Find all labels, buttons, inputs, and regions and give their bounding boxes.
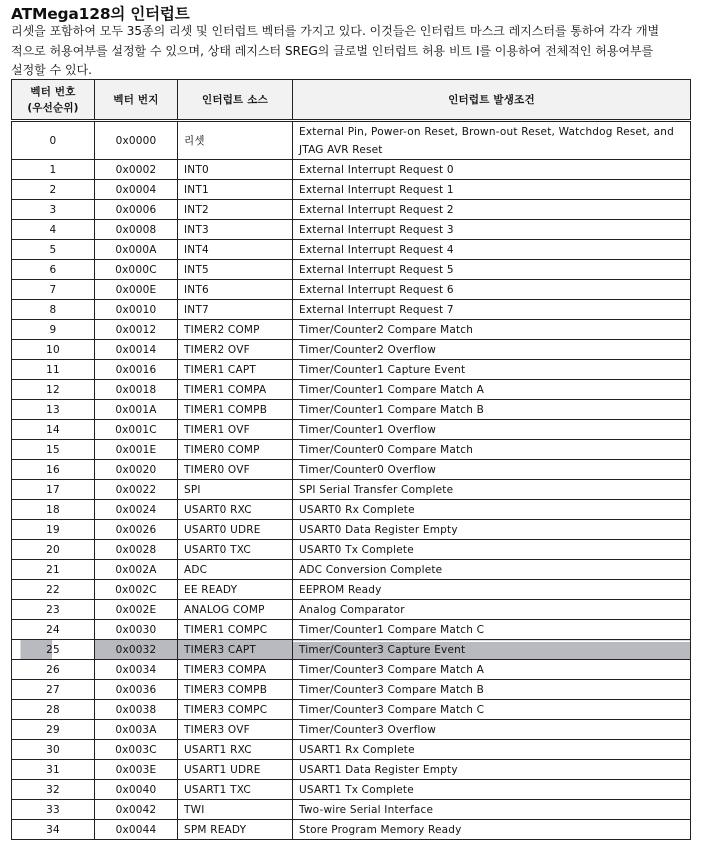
interrupt-source-cell: INT5 (178, 260, 293, 280)
header-vector-number-line1: 벡터 번호 (30, 85, 76, 98)
header-vector-number-line2: (우선순위) (27, 101, 79, 114)
vector-number-cell: 34 (12, 820, 95, 840)
vector-address-cell: 0x0034 (95, 660, 178, 680)
table-row (12, 760, 691, 780)
vector-number-cell: 6 (12, 260, 95, 280)
vector-number-cell: 3 (12, 200, 95, 220)
vector-number-cell: 7 (12, 280, 95, 300)
vector-address-cell: 0x001E (95, 440, 178, 460)
table-row (12, 500, 691, 520)
interrupt-source-cell: SPI (178, 480, 293, 500)
vector-number-cell: 10 (12, 340, 95, 360)
table-row (12, 280, 691, 300)
vector-address-cell: 0x0002 (95, 160, 178, 180)
interrupt-condition-cell: ADC Conversion Complete (293, 560, 691, 580)
table-row (12, 460, 691, 480)
interrupt-source-cell: INT1 (178, 180, 293, 200)
vector-address-cell: 0x001A (95, 400, 178, 420)
interrupt-condition-cell: External Interrupt Request 2 (293, 200, 691, 220)
table-row (12, 600, 691, 620)
table-row (12, 300, 691, 320)
vector-number-cell: 26 (12, 660, 95, 680)
vector-address-cell: 0x0006 (95, 200, 178, 220)
interrupt-source-cell: TIMER3 COMPA (178, 660, 293, 680)
interrupt-source-cell: USART0 UDRE (178, 520, 293, 540)
vector-number-cell: 18 (12, 500, 95, 520)
vector-number-cell: 16 (12, 460, 95, 480)
interrupt-source-cell: USART1 TXC (178, 780, 293, 800)
vector-address-cell: 0x0012 (95, 320, 178, 340)
table-row (12, 180, 691, 200)
interrupt-source-cell: TWI (178, 800, 293, 820)
vector-number-cell: 4 (12, 220, 95, 240)
vector-number-cell: 33 (12, 800, 95, 820)
interrupt-condition-cell: Timer/Counter1 Compare Match C (293, 620, 691, 640)
vector-number-cell: 13 (12, 400, 95, 420)
interrupt-source-cell: ADC (178, 560, 293, 580)
vector-address-cell: 0x002C (95, 580, 178, 600)
table-row (12, 220, 691, 240)
interrupt-source-cell: EE READY (178, 580, 293, 600)
intro-line-1: 리셋을 포함하여 모두 35종의 리셋 및 인터럽트 벡터를 가지고 있다. 이것들은 인터럽트 마스크 레지스터를 통하여 각각 개별 (11, 24, 660, 38)
table-row (12, 560, 691, 580)
table-row (12, 580, 691, 600)
vector-address-cell: 0x0028 (95, 540, 178, 560)
vector-number-cell: 22 (12, 580, 95, 600)
interrupt-source-cell: 리셋 (178, 121, 293, 160)
vector-number-cell: 17 (12, 480, 95, 500)
interrupt-condition-cell: Timer/Counter1 Overflow (293, 420, 691, 440)
vector-number-cell: 8 (12, 300, 95, 320)
interrupt-source-cell: TIMER1 COMPC (178, 620, 293, 640)
vector-address-cell: 0x0016 (95, 360, 178, 380)
vector-address-cell: 0x000C (95, 260, 178, 280)
vector-address-cell: 0x003E (95, 760, 178, 780)
vector-address-cell: 0x003C (95, 740, 178, 760)
table-row (12, 260, 691, 280)
table-row (12, 480, 691, 500)
interrupt-source-cell: TIMER2 COMP (178, 320, 293, 340)
interrupt-condition-cell: Two-wire Serial Interface (293, 800, 691, 820)
interrupt-condition-cell: External Pin, Power-on Reset, Brown-out Reset, Watchdog Reset, and JTAG AVR Reset (293, 121, 691, 160)
interrupt-source-cell: USART0 TXC (178, 540, 293, 560)
interrupt-source-cell: TIMER3 COMPB (178, 680, 293, 700)
vector-address-cell: 0x0044 (95, 820, 178, 840)
interrupt-condition-cell: Store Program Memory Ready (293, 820, 691, 840)
vector-address-cell: 0x0018 (95, 380, 178, 400)
interrupt-condition-cell: USART0 Rx Complete (293, 500, 691, 520)
interrupt-source-cell: TIMER3 OVF (178, 720, 293, 740)
interrupt-source-cell: INT2 (178, 200, 293, 220)
interrupt-source-cell: INT6 (178, 280, 293, 300)
intro-line-3: 설정할 수 있다. (11, 63, 92, 77)
vector-number-cell: 20 (12, 540, 95, 560)
vector-number-cell: 24 (12, 620, 95, 640)
vector-number-cell: 0 (12, 121, 95, 160)
interrupt-condition-cell: Timer/Counter3 Compare Match A (293, 660, 691, 680)
interrupt-condition-cell: Timer/Counter3 Capture Event (293, 640, 691, 660)
table-row (12, 660, 691, 680)
intro-paragraph (11, 22, 711, 81)
table-row (12, 700, 691, 720)
interrupt-condition-cell: USART1 Tx Complete (293, 780, 691, 800)
table-body (12, 121, 691, 840)
interrupt-source-cell: INT0 (178, 160, 293, 180)
interrupt-condition-cell: USART1 Rx Complete (293, 740, 691, 760)
header-vector-address: 벡터 번지 (95, 80, 178, 121)
vector-number-cell: 30 (12, 740, 95, 760)
vector-address-cell: 0x003A (95, 720, 178, 740)
vector-number-cell: 25 (12, 640, 95, 660)
table-row (12, 800, 691, 820)
vector-number-cell: 23 (12, 600, 95, 620)
header-vector-number (12, 80, 95, 121)
table-row (12, 620, 691, 640)
table-row (12, 400, 691, 420)
vector-address-cell: 0x0042 (95, 800, 178, 820)
table-row (12, 720, 691, 740)
interrupt-source-cell: USART0 RXC (178, 500, 293, 520)
vector-address-cell: 0x000A (95, 240, 178, 260)
interrupt-source-cell: USART1 RXC (178, 740, 293, 760)
interrupt-condition-cell: External Interrupt Request 3 (293, 220, 691, 240)
interrupt-source-cell: USART1 UDRE (178, 760, 293, 780)
vector-address-cell: 0x0038 (95, 700, 178, 720)
vector-number-cell: 2 (12, 180, 95, 200)
interrupt-source-cell: INT7 (178, 300, 293, 320)
interrupt-condition-cell: Timer/Counter1 Compare Match A (293, 380, 691, 400)
vector-address-cell: 0x0036 (95, 680, 178, 700)
table-row (12, 520, 691, 540)
interrupt-condition-cell: USART0 Tx Complete (293, 540, 691, 560)
table-row (12, 380, 691, 400)
vector-address-cell: 0x001C (95, 420, 178, 440)
interrupt-source-cell: TIMER3 COMPC (178, 700, 293, 720)
vector-number-cell: 15 (12, 440, 95, 460)
table-row (12, 340, 691, 360)
table-row (12, 200, 691, 220)
vector-number-cell: 31 (12, 760, 95, 780)
vector-number-cell: 11 (12, 360, 95, 380)
vector-number-cell: 5 (12, 240, 95, 260)
table-row (12, 240, 691, 260)
interrupt-condition-cell: Timer/Counter1 Compare Match B (293, 400, 691, 420)
table-header-row (12, 80, 691, 121)
interrupt-condition-cell: EEPROM Ready (293, 580, 691, 600)
interrupt-source-cell: TIMER0 OVF (178, 460, 293, 480)
header-interrupt-condition: 인터럽트 발생조건 (293, 80, 691, 121)
table-row (12, 121, 691, 160)
interrupt-condition-cell: Analog Comparator (293, 600, 691, 620)
table-row (12, 320, 691, 340)
vector-address-cell: 0x0004 (95, 180, 178, 200)
interrupt-condition-cell: Timer/Counter3 Compare Match C (293, 700, 691, 720)
vector-address-cell: 0x0026 (95, 520, 178, 540)
table-row (12, 540, 691, 560)
table-row (12, 780, 691, 800)
interrupt-condition-cell: External Interrupt Request 1 (293, 180, 691, 200)
vector-number-cell: 14 (12, 420, 95, 440)
vector-address-cell: 0x0022 (95, 480, 178, 500)
interrupt-condition-cell: External Interrupt Request 7 (293, 300, 691, 320)
interrupt-condition-cell: External Interrupt Request 5 (293, 260, 691, 280)
table-row (12, 420, 691, 440)
vector-number-cell: 32 (12, 780, 95, 800)
interrupt-condition-cell: Timer/Counter2 Compare Match (293, 320, 691, 340)
vector-address-cell: 0x0020 (95, 460, 178, 480)
interrupt-condition-cell: USART1 Data Register Empty (293, 760, 691, 780)
interrupt-condition-cell: Timer/Counter3 Overflow (293, 720, 691, 740)
vector-number-cell: 28 (12, 700, 95, 720)
vector-address-cell: 0x0008 (95, 220, 178, 240)
vector-number-cell: 29 (12, 720, 95, 740)
interrupt-source-cell: INT4 (178, 240, 293, 260)
interrupt-vector-table (11, 79, 691, 840)
table-row (12, 640, 691, 660)
interrupt-source-cell: TIMER3 CAPT (178, 640, 293, 660)
interrupt-condition-cell: USART0 Data Register Empty (293, 520, 691, 540)
vector-address-cell: 0x0030 (95, 620, 178, 640)
vector-number-cell: 27 (12, 680, 95, 700)
vector-number-cell: 12 (12, 380, 95, 400)
interrupt-condition-cell: Timer/Counter0 Overflow (293, 460, 691, 480)
vector-address-cell: 0x002E (95, 600, 178, 620)
interrupt-condition-cell: External Interrupt Request 6 (293, 280, 691, 300)
vector-address-cell: 0x0000 (95, 121, 178, 160)
table-row (12, 680, 691, 700)
interrupt-source-cell: TIMER1 CAPT (178, 360, 293, 380)
interrupt-source-cell: TIMER0 COMP (178, 440, 293, 460)
interrupt-condition-cell: SPI Serial Transfer Complete (293, 480, 691, 500)
interrupt-source-cell: TIMER1 COMPA (178, 380, 293, 400)
vector-address-cell: 0x0010 (95, 300, 178, 320)
page-title: ATMega128의 인터럽트 (11, 5, 190, 23)
vector-address-cell: 0x0040 (95, 780, 178, 800)
vector-address-cell: 0x002A (95, 560, 178, 580)
table-row (12, 160, 691, 180)
vector-address-cell: 0x000E (95, 280, 178, 300)
table-row (12, 740, 691, 760)
interrupt-source-cell: TIMER2 OVF (178, 340, 293, 360)
interrupt-condition-cell: Timer/Counter0 Compare Match (293, 440, 691, 460)
vector-address-cell: 0x0014 (95, 340, 178, 360)
vector-address-cell: 0x0024 (95, 500, 178, 520)
interrupt-condition-cell: External Interrupt Request 4 (293, 240, 691, 260)
header-interrupt-source: 인터럽트 소스 (178, 80, 293, 121)
vector-number-cell: 9 (12, 320, 95, 340)
interrupt-source-cell: INT3 (178, 220, 293, 240)
table-row (12, 820, 691, 840)
interrupt-condition-cell: Timer/Counter1 Capture Event (293, 360, 691, 380)
interrupt-source-cell: ANALOG COMP (178, 600, 293, 620)
vector-number-cell: 1 (12, 160, 95, 180)
intro-line-2: 적으로 허용여부를 설정할 수 있으며, 상태 레지스터 SREG의 글로벌 인터럽트 허용 비트 I를 이용하여 전체적인 허용여부를 (11, 43, 654, 58)
interrupt-condition-cell: Timer/Counter2 Overflow (293, 340, 691, 360)
vector-number-cell: 19 (12, 520, 95, 540)
interrupt-condition-cell: Timer/Counter3 Compare Match B (293, 680, 691, 700)
interrupt-source-cell: TIMER1 COMPB (178, 400, 293, 420)
table-row (12, 360, 691, 380)
interrupt-source-cell: SPM READY (178, 820, 293, 840)
vector-number-cell: 21 (12, 560, 95, 580)
interrupt-condition-cell: External Interrupt Request 0 (293, 160, 691, 180)
interrupt-source-cell: TIMER1 OVF (178, 420, 293, 440)
vector-address-cell: 0x0032 (95, 640, 178, 660)
table-row (12, 440, 691, 460)
